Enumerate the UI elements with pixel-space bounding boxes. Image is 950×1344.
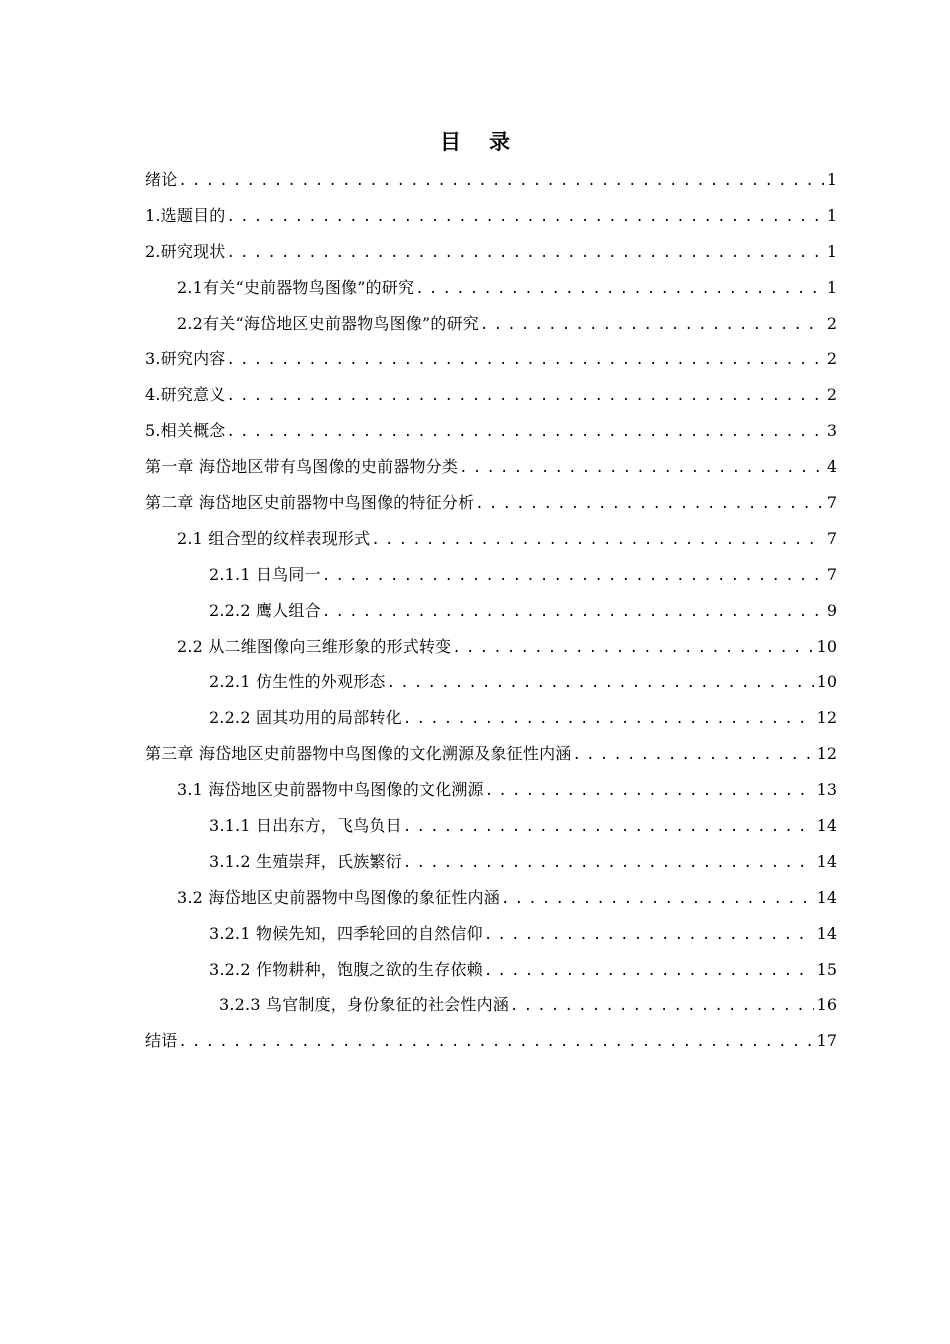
toc-entry-page-number: 14 <box>816 851 837 871</box>
toc-entry[interactable] <box>145 593 837 629</box>
toc-dot-leader <box>322 595 824 631</box>
toc-dot-leader <box>459 451 824 487</box>
toc-entry[interactable] <box>145 198 837 234</box>
toc-entry[interactable] <box>145 270 837 306</box>
toc-entry-page-number: 17 <box>816 1031 837 1051</box>
toc-dot-leader <box>226 200 823 236</box>
toc-entry-page-number: 3 <box>826 421 837 441</box>
toc-dot-leader <box>178 164 823 200</box>
toc-entry-label: 3.2.1 物候先知，四季轮回的自然信仰 <box>209 923 483 943</box>
toc-title-char-1: 目 <box>440 129 461 154</box>
toc-entry[interactable] <box>145 880 837 916</box>
toc-entry[interactable] <box>145 664 837 700</box>
toc-dot-leader <box>403 846 814 882</box>
toc-entry-label: 3.2.2 作物耕种，饱腹之欲的生存依赖 <box>209 959 483 979</box>
toc-dot-leader <box>475 487 824 523</box>
toc-title-char-2: 录 <box>489 129 510 154</box>
toc-entry[interactable] <box>145 987 837 1023</box>
toc-entry[interactable] <box>145 629 837 665</box>
toc-entry-page-number: 1 <box>826 170 837 189</box>
toc-entry-label: 3.1.1 日出东方，飞鸟负日 <box>209 816 402 836</box>
toc-dot-leader <box>226 379 823 415</box>
toc-entry[interactable] <box>145 521 837 557</box>
toc-entry-page-number: 12 <box>816 744 837 764</box>
toc-entry-page-number: 16 <box>816 995 837 1015</box>
toc-dot-leader <box>484 918 814 954</box>
toc-entry-page-number: 14 <box>816 887 837 907</box>
toc-dot-leader <box>484 954 814 990</box>
toc-entry-page-number: 1 <box>826 241 837 261</box>
toc-entry-page-number: 9 <box>826 600 837 620</box>
table-of-contents <box>145 162 837 1059</box>
toc-dot-leader <box>178 1025 813 1061</box>
toc-entry-label: 第三章 海岱地区史前器物中鸟图像的文化溯源及象征性内涵 <box>145 744 572 764</box>
toc-entry-label: 2.2有关“海岱地区史前器物鸟图像”的研究 <box>177 313 480 333</box>
toc-dot-leader <box>226 415 823 451</box>
toc-entry-label: 3.2.3 鸟官制度，身份象征的社会性内涵 <box>219 995 509 1015</box>
toc-entry-label: 2.研究现状 <box>145 241 226 261</box>
toc-entry-page-number: 7 <box>826 564 837 584</box>
toc-entry-label: 2.1 组合型的纹样表现形式 <box>177 528 371 548</box>
toc-dot-leader <box>403 702 814 738</box>
toc-entry-page-number: 14 <box>816 816 837 836</box>
toc-entry-page-number: 2 <box>826 349 837 369</box>
toc-entry[interactable] <box>145 485 837 521</box>
toc-entry[interactable] <box>145 162 837 198</box>
toc-entry-label: 3.研究内容 <box>145 349 226 369</box>
toc-entry-label: 3.1.2 生殖崇拜，氏族繁衍 <box>209 851 402 871</box>
toc-dot-leader <box>573 738 814 774</box>
toc-entry[interactable] <box>145 736 837 772</box>
toc-entry-label: 绪论 <box>145 170 178 189</box>
toc-dot-leader <box>371 523 823 559</box>
toc-entry-label: 第一章 海岱地区带有鸟图像的史前器物分类 <box>145 457 459 477</box>
toc-entry-page-number: 1 <box>826 277 837 297</box>
toc-entry[interactable] <box>145 449 837 485</box>
toc-entry-label: 2.2.2 固其功用的局部转化 <box>209 708 402 728</box>
toc-dot-leader <box>480 308 824 344</box>
toc-entry[interactable] <box>145 916 837 952</box>
toc-entry-label: 3.1 海岱地区史前器物中鸟图像的文化溯源 <box>177 780 484 800</box>
toc-entry[interactable] <box>145 808 837 844</box>
toc-entry-page-number: 12 <box>816 708 837 728</box>
toc-entry-label: 5.相关概念 <box>145 421 226 441</box>
toc-entry[interactable] <box>145 952 837 988</box>
toc-entry-page-number: 1 <box>826 205 837 225</box>
toc-entry[interactable] <box>145 557 837 593</box>
toc-entry[interactable] <box>145 234 837 270</box>
toc-dot-leader <box>387 666 814 702</box>
toc-entry-page-number: 2 <box>826 313 837 333</box>
toc-dot-leader <box>226 343 823 379</box>
toc-entry[interactable] <box>145 844 837 880</box>
toc-entry-label: 4.研究意义 <box>145 385 226 405</box>
toc-entry-page-number: 13 <box>816 780 837 800</box>
toc-entry-label: 2.2.2 鹰人组合 <box>209 600 321 620</box>
toc-dot-leader <box>403 810 814 846</box>
toc-entry-page-number: 10 <box>816 672 837 692</box>
toc-entry-page-number: 10 <box>816 636 837 656</box>
toc-entry-label: 3.2 海岱地区史前器物中鸟图像的象征性内涵 <box>177 887 500 907</box>
toc-entry-page-number: 15 <box>816 959 837 979</box>
toc-entry-page-number: 14 <box>816 923 837 943</box>
toc-dot-leader <box>226 236 823 272</box>
toc-dot-leader <box>322 559 824 595</box>
toc-entry[interactable] <box>145 306 837 342</box>
toc-entry[interactable] <box>145 413 837 449</box>
toc-entry-label: 2.1有关“史前器物鸟图像”的研究 <box>177 277 415 297</box>
toc-entry-label: 1.选题目的 <box>145 205 226 225</box>
toc-entry-page-number: 2 <box>826 385 837 405</box>
toc-entry-page-number: 7 <box>826 528 837 548</box>
toc-entry[interactable] <box>145 700 837 736</box>
toc-dot-leader <box>452 631 813 667</box>
toc-entry-label: 结语 <box>145 1031 178 1051</box>
toc-entry-label: 2.1.1 日鸟同一 <box>209 564 321 584</box>
toc-title <box>0 126 950 156</box>
toc-dot-leader <box>485 774 814 810</box>
toc-dot-leader <box>510 989 814 1025</box>
toc-entry-page-number: 7 <box>826 493 837 513</box>
toc-entry-label: 第二章 海岱地区史前器物中鸟图像的特征分析 <box>145 493 475 513</box>
toc-entry-page-number: 4 <box>826 457 837 477</box>
toc-dot-leader <box>415 272 824 308</box>
toc-entry[interactable] <box>145 377 837 413</box>
toc-entry-label: 2.2 从二维图像向三维形象的形式转变 <box>177 636 452 656</box>
toc-dot-leader <box>501 882 814 918</box>
toc-entry[interactable] <box>145 341 837 377</box>
toc-entry[interactable] <box>145 772 837 808</box>
toc-entry-label: 2.2.1 仿生性的外观形态 <box>209 672 386 692</box>
toc-entry[interactable] <box>145 1023 837 1059</box>
